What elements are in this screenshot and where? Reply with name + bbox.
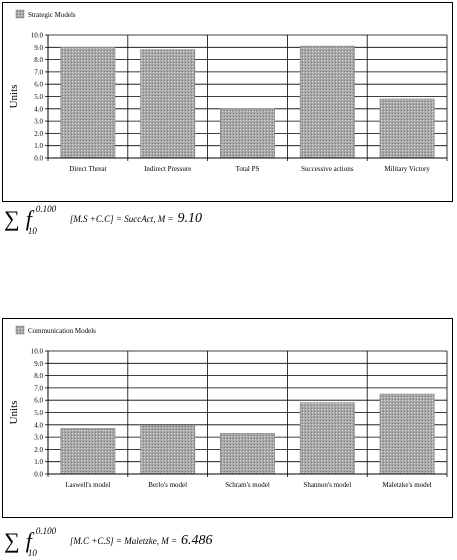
bar	[380, 99, 434, 158]
x-tick-label: Shannon's model	[303, 481, 352, 489]
formula-upper-limit: 0.100	[35, 204, 57, 214]
bar	[380, 394, 434, 474]
y-tick-label: 4.0	[34, 105, 43, 114]
legend-swatch	[16, 326, 24, 334]
strategic-models-chart-panel	[2, 2, 453, 202]
function-symbol: f	[25, 206, 32, 231]
bar	[300, 403, 354, 474]
formula-limits	[27, 526, 66, 558]
y-axis-label: Units	[8, 84, 20, 109]
y-tick-label: 3.0	[34, 117, 43, 126]
x-tick-label: Indirect Pressure	[144, 165, 192, 173]
y-tick-label: 2.0	[34, 129, 43, 138]
y-tick-label: 10.0	[30, 347, 43, 356]
y-tick-label: 0.0	[34, 154, 43, 163]
sigma-symbol: ∑	[4, 528, 20, 553]
y-tick-label: 6.0	[34, 396, 43, 405]
x-tick-label: Schram's model	[225, 481, 270, 489]
legend-label: Strategic Models	[28, 11, 76, 19]
y-tick-label: 1.0	[34, 458, 43, 467]
formula-expression: [M.S +C.C] = SuccAct, M =	[69, 214, 174, 224]
sigma-symbol: ∑	[4, 206, 20, 231]
communication-models-chart-panel	[2, 318, 453, 518]
strategic-models-formula	[4, 204, 202, 234]
y-tick-label: 8.0	[34, 372, 43, 381]
bar	[220, 109, 274, 158]
y-tick-label: 0.0	[34, 470, 43, 479]
formula-expression: [M.C +C.S] = Maletzke, M =	[69, 536, 178, 546]
y-tick-label: 9.0	[34, 359, 43, 368]
legend-swatch	[16, 10, 24, 18]
legend-label: Communication Models	[28, 327, 96, 335]
formula-upper-limit: 0.100	[35, 526, 57, 536]
function-symbol: f	[25, 528, 32, 553]
x-tick-label: Direct Threat	[69, 165, 107, 173]
formula-lower-limit: 10	[27, 548, 37, 558]
y-tick-label: 7.0	[34, 384, 43, 393]
bar	[61, 428, 115, 474]
y-tick-label: 6.0	[34, 80, 43, 89]
formula-value: 6.486	[181, 533, 213, 548]
y-tick-label: 5.0	[34, 93, 43, 101]
bar	[220, 433, 274, 474]
bar	[300, 46, 354, 158]
y-tick-label: 8.0	[34, 56, 43, 65]
strategic-models-chart	[3, 3, 452, 201]
y-tick-label: 10.0	[30, 31, 43, 40]
bar	[141, 426, 195, 474]
y-tick-label: 1.0	[34, 142, 43, 151]
formula-lower-limit: 10	[27, 226, 37, 236]
communication-models-formula	[4, 526, 213, 556]
y-axis-label: Units	[8, 400, 20, 425]
bar	[141, 50, 195, 158]
x-tick-label: Berlo's model	[148, 481, 188, 489]
y-tick-label: 3.0	[34, 433, 43, 442]
y-tick-label: 9.0	[34, 43, 43, 52]
y-tick-label: 2.0	[34, 445, 43, 454]
x-tick-label: Total PS	[235, 165, 260, 173]
x-tick-label: Maletzke's model	[382, 481, 432, 489]
x-tick-label: Laswell's model	[65, 481, 111, 489]
y-tick-label: 4.0	[34, 421, 43, 430]
x-tick-label: Military Victory	[384, 165, 430, 173]
x-tick-label: Successive actions	[301, 165, 354, 173]
communication-models-chart	[3, 319, 452, 517]
y-tick-label: 5.0	[34, 409, 43, 417]
y-tick-label: 7.0	[34, 68, 43, 77]
formula-limits	[27, 204, 66, 236]
formula-value: 9.10	[177, 211, 203, 226]
bar	[61, 47, 115, 158]
